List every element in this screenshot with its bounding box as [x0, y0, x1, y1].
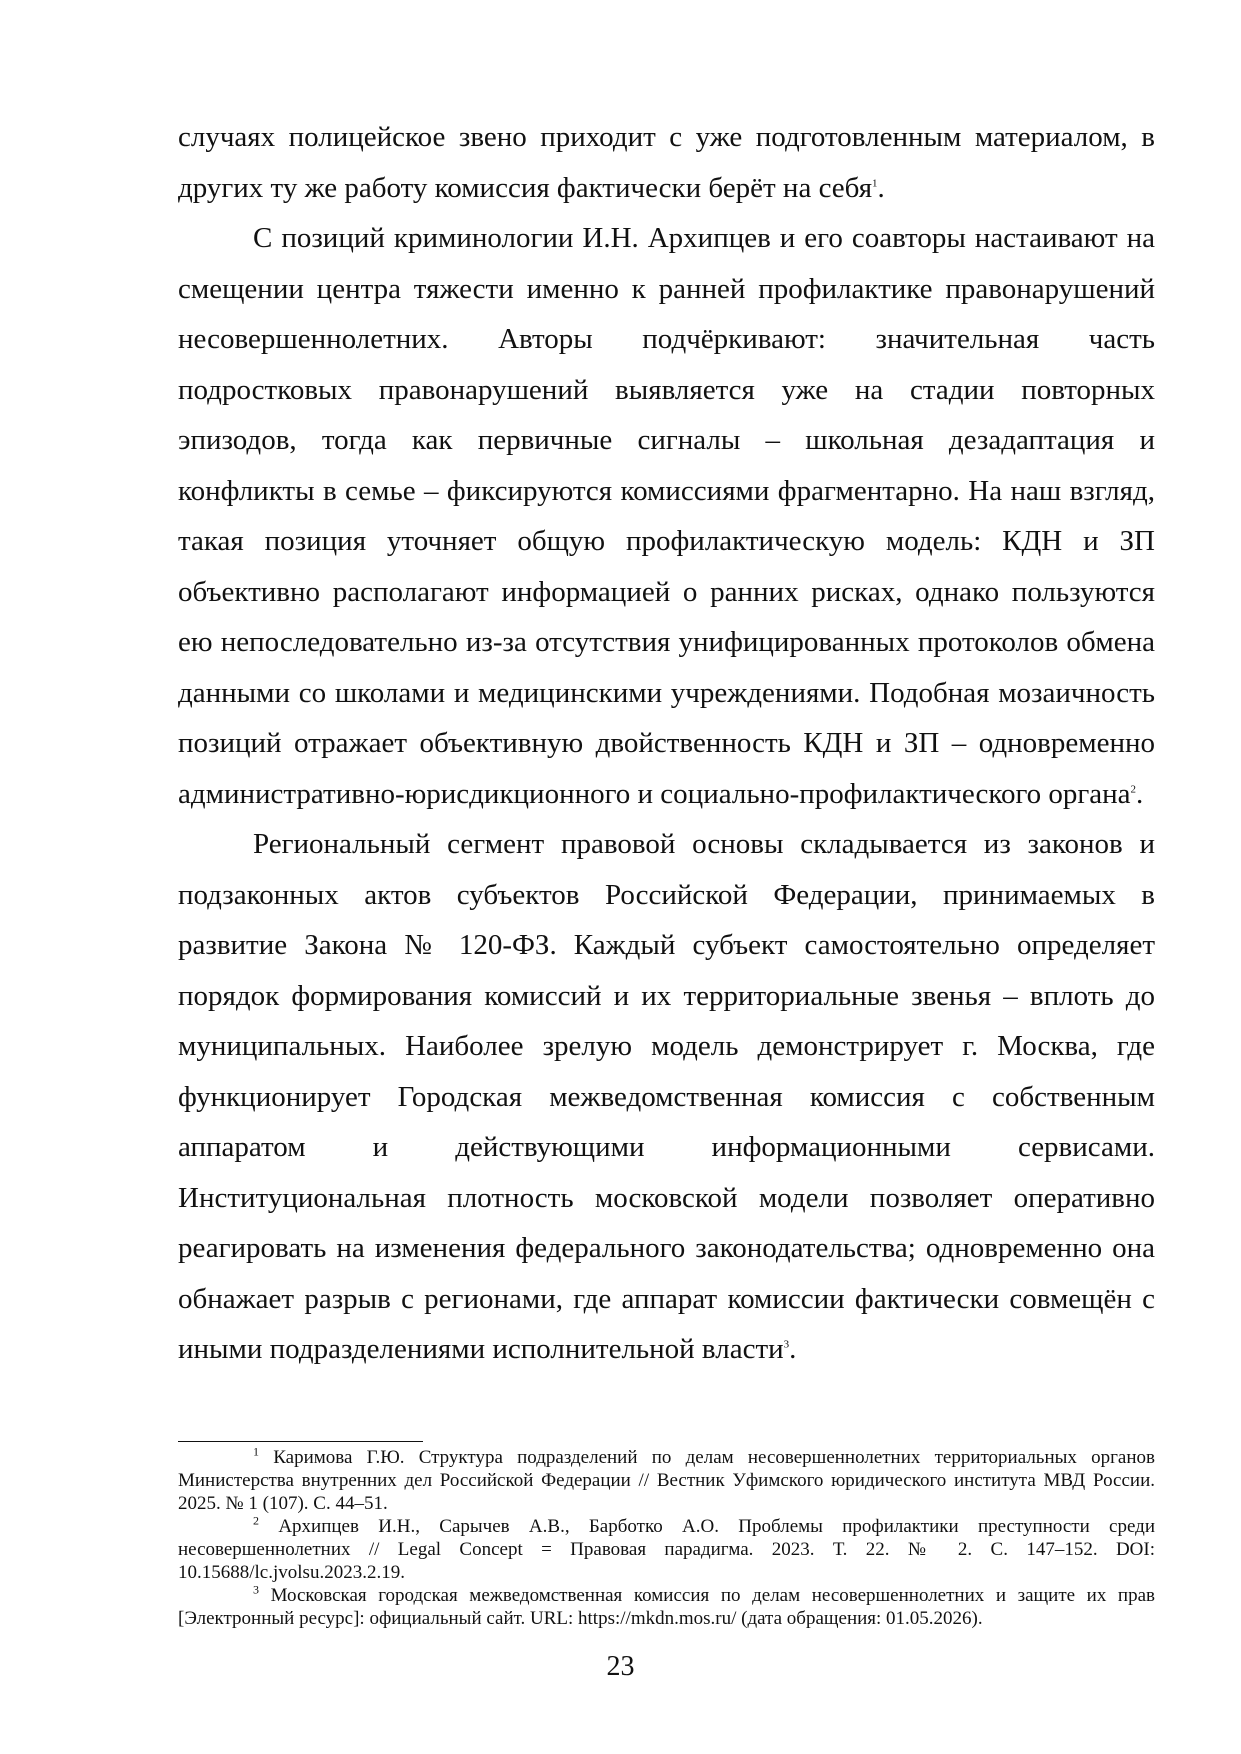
- footnote-1: $^1$ Каримова Г.Ю. Структура подразделений по делам несовершеннолетних территориальных органов Министерства внутренних дел Российской Федерации // Вестник Уфимского юридического института МВД России. 2025. № 1 (107). С. 44–51.: [178, 1444, 1155, 1514]
- footnote-mark-3: 3: [253, 1582, 259, 1597]
- footnote-separator: [178, 1441, 423, 1442]
- footnote-ref-3[interactable]: 3: [783, 1338, 790, 1351]
- page-number: 23: [606, 1651, 635, 1682]
- paragraph-2: С позиций криминологии И.Н. Архипцев и его соавторы настаивают на смещении центра тяжести именно к ранней профилактике правонарушений несовершеннолетних. Авторы подчёркивают: значительная часть подростковых правонарушений выявляется уже на стадии повторных эпизодов, тогда как первичные сигналы – школьная дезадаптация и конфликты в семье – фиксируются комиссиями фрагментарно. На наш взгляд, такая позиция уточняет общую профилактическую модель: КДН и ЗП объективно располагают информацией о ранних рисках, однако пользуются ею непоследовательно из-за отсутствия унифицированных протоколов обмена данными со школами и медицинскими учреждениями. Подобная мозаичность позиций отражает объективную двойственность КДН и ЗП – одновременно административно-юрисдикционного и социально-профилактического органа$^2$.: [178, 222, 1155, 810]
- footnote-2: $^2$ Архипцев И.Н., Сарычев А.В., Барботко А.О. Проблемы профилактики преступности среди несовершеннолетних // Legal Concept = Правовая парадигма. 2023. Т. 22. № 2. С. 147–152. DOI: 10.15688/lc.jvolsu.2023.2.19.: [178, 1513, 1156, 1583]
- footnote-ref-1[interactable]: 1: [872, 176, 878, 189]
- paragraph-1: случаях полицейское звено приходит с уже подготовленным материалом, в других ту же работу комиссия фактически берёт на себя$^1$.: [178, 121, 1155, 204]
- footnote-ref-2[interactable]: 2: [1130, 782, 1137, 795]
- footnote-3: $^3$ Московская городская межведомственная комиссия по делам несовершеннолетних и защите их прав [Электронный ресурс]: официальный сайт. URL: https://mkdn.mos.ru/ (дата обращения: 01.05.2026).: [178, 1582, 1156, 1629]
- body-text: [178, 112, 1155, 1375]
- footnote-mark-1: 1: [253, 1444, 259, 1459]
- paragraph-3: Региональный сегмент правовой основы складывается из законов и подзаконных актов субъектов Российской Федерации, принимаемых в развитие Закона № 120-ФЗ. Каждый субъект самостоятельно определяет порядок формирования комиссий и их территориальные звенья – вплоть до муниципальных. Наиболее зрелую модель демонстрирует г. Москва, где функционирует Городская межведомственная комиссия с собственным аппаратом и действующими информационными сервисами. Институциональная плотность московской модели позволяет оперативно реагировать на изменения федерального законодательства; одновременно она обнажает разрыв с регионами, где аппарат комиссии фактически совмещён с иными подразделениями исполнительной власти$^3$.: [178, 828, 1155, 1365]
- footnotes: [178, 1446, 1155, 1630]
- footnote-mark-2: 2: [253, 1513, 259, 1528]
